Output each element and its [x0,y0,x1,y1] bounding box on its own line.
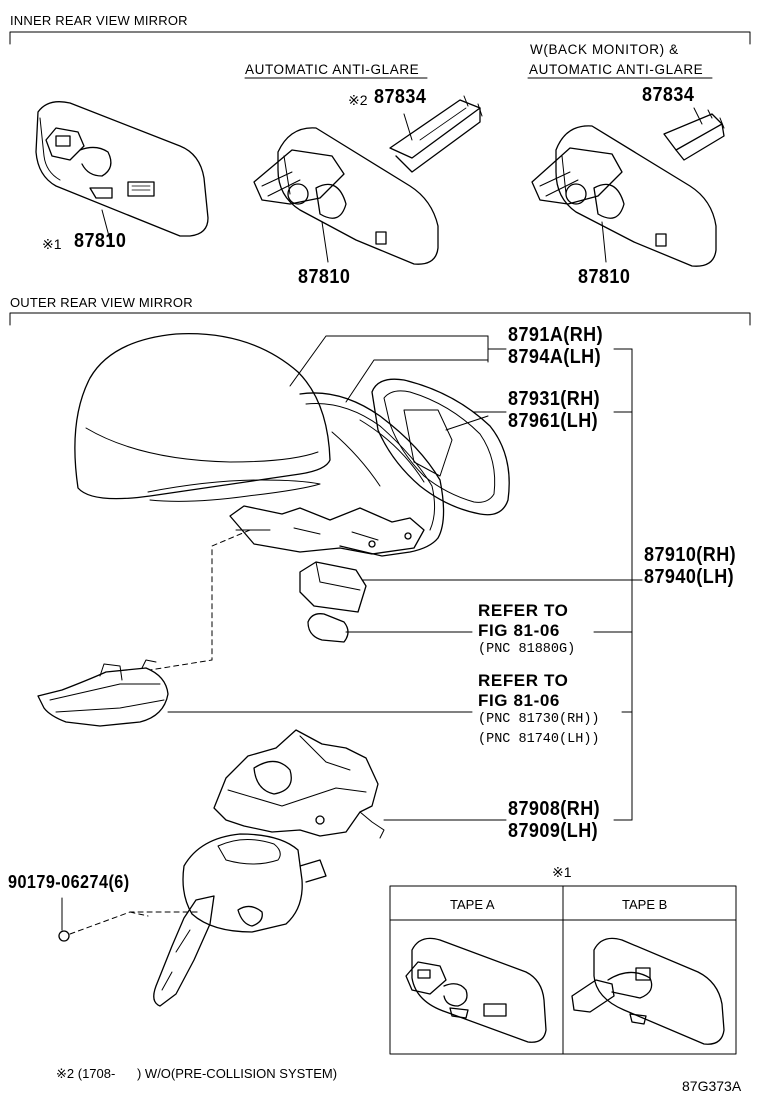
part-number-87810-plain[interactable]: 87810 [74,230,127,252]
footnote: ※2 (1708- ) W/O(PRE-COLLISION SYSTEM) [56,1066,338,1081]
section-title-outer: OUTER REAR VIEW MIRROR [10,295,193,310]
caption-back-monitor-line1: W(BACK MONITOR) & [530,42,679,57]
part-number-87810-auto[interactable]: 87810 [298,266,351,288]
refer-1-line2[interactable]: FIG 81-06 [478,621,560,640]
bolt-icon [59,898,69,941]
inner-mirror-back-monitor [532,108,724,266]
part-number-assy-rh[interactable]: 87910(RH) [644,544,737,566]
part-number-bracket-rh[interactable]: 87908(RH) [508,798,601,820]
inset-mark: ※1 [552,864,572,880]
part-number-87810-back-monitor[interactable]: 87810 [578,266,631,288]
refer-2-line1: REFER TO [478,671,569,690]
part-number-cover-rh[interactable]: 8791A(RH) [508,324,604,346]
inner-mirror-auto-antiglare [254,96,482,264]
outer-mirror-glass [372,379,509,515]
outer-mirror-cover [75,334,330,502]
section-bracket-outer [10,313,750,325]
part-number-bolt[interactable]: 90179-06274(6) [8,872,130,892]
refer-2-pnc-rh: (PNC 81730(RH)) [478,712,600,727]
refer-2-pnc-lh: (PNC 81740(LH)) [478,732,600,747]
mark-1: ※1 [42,236,62,252]
inset-tape-b-label: TAPE B [622,897,668,912]
outer-mirror-lamp [300,562,366,642]
tape-a-mirror [406,938,546,1042]
outer-mirror-housing [230,393,444,556]
refer-2-line2[interactable]: FIG 81-06 [478,691,560,710]
part-number-glass-rh[interactable]: 87931(RH) [508,388,601,410]
refer-1-pnc: (PNC 81880G) [478,642,576,657]
part-number-87834-auto[interactable]: 87834 [374,86,427,108]
section-title-inner: INNER REAR VIEW MIRROR [10,13,188,28]
side-turn-lamp [38,660,168,726]
inner-mirror-plain [36,102,208,240]
part-number-87834-back-monitor[interactable]: 87834 [642,84,695,106]
figure-code: 87G373A [682,1078,742,1094]
caption-auto-antiglare: AUTOMATIC ANTI-GLARE [245,62,420,77]
refer-1-line1: REFER TO [478,601,569,620]
part-number-bracket-lh[interactable]: 87909(LH) [508,820,599,842]
outer-mirror-bracket [154,730,384,1006]
part-number-cover-lh[interactable]: 8794A(LH) [508,346,602,368]
part-number-glass-lh[interactable]: 87961(LH) [508,410,599,432]
mark-2: ※2 [348,92,368,108]
inset-tape-a-label: TAPE A [450,897,495,912]
part-number-assy-lh[interactable]: 87940(LH) [644,566,735,588]
tape-b-mirror [572,938,724,1044]
caption-back-monitor-line2: AUTOMATIC ANTI-GLARE [529,62,704,77]
